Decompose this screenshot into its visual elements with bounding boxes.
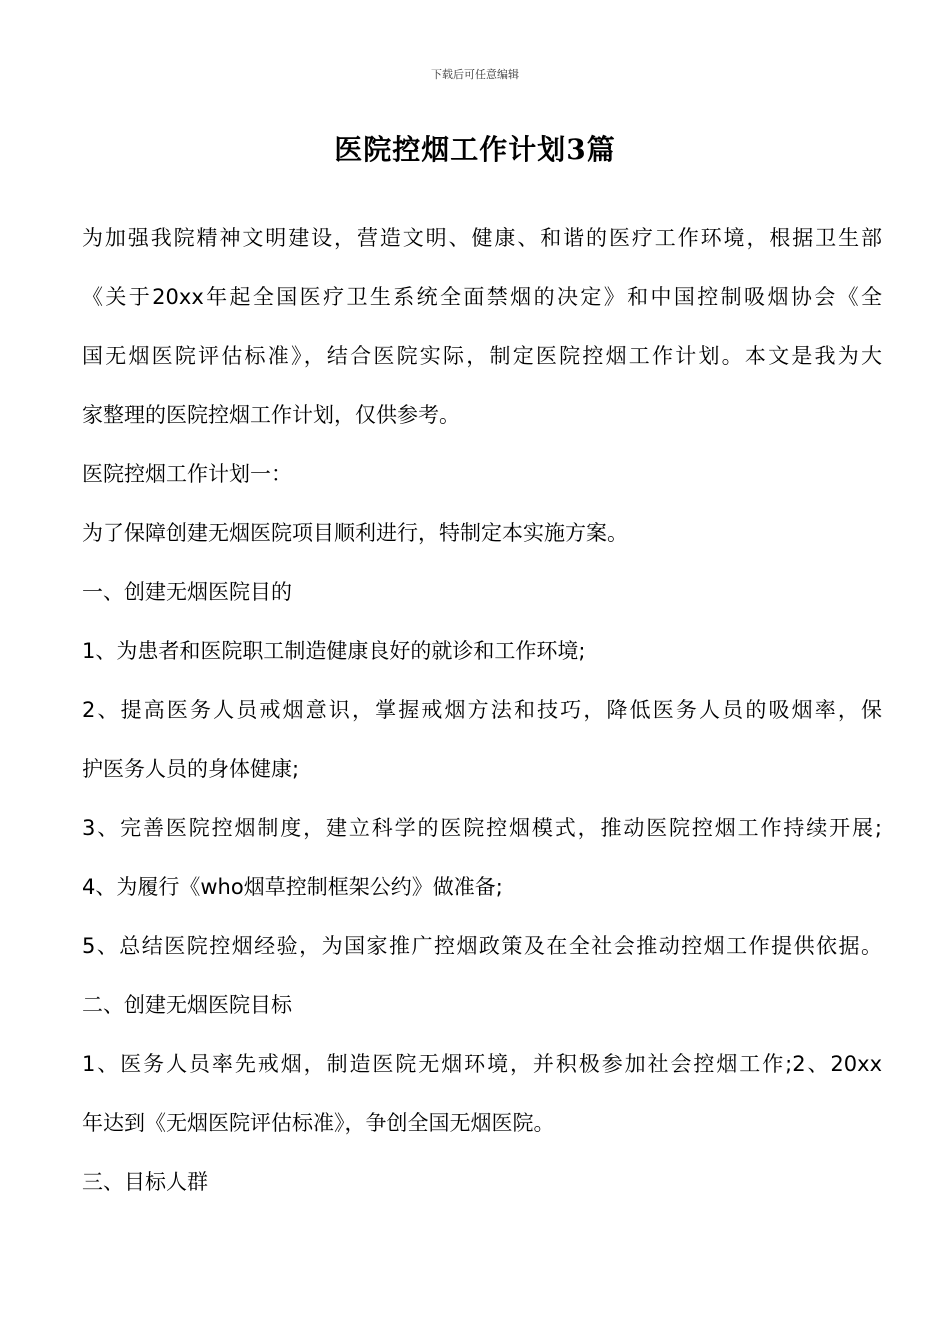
body-line: 家整理的医院控烟工作计划，仅供参考。 — [82, 403, 460, 427]
list-item-continuation: 年达到《无烟医院评估标准》，争创全国无烟医院。 — [82, 1111, 555, 1135]
section-heading: 三、目标人群 — [82, 1170, 208, 1194]
document-title: 医院控烟工作计划3篇 — [334, 133, 616, 166]
list-item: 1、医务人员率先戒烟，制造医院无烟环境，并积极参加社会控烟工作;2、20xx — [82, 1052, 882, 1076]
body-line: 为了保障创建无烟医院项目顺利进行，特制定本实施方案。 — [82, 521, 628, 545]
section-heading: 医院控烟工作计划一： — [82, 462, 292, 486]
list-item: 3、完善医院控烟制度，建立科学的医院控烟模式，推动医院控烟工作持续开展; — [82, 816, 882, 840]
body-line: 为加强我院精神文明建设，营造文明、健康、和谐的医疗工作环境，根据卫生部 — [82, 226, 882, 250]
body-line: 国无烟医院评估标准》，结合医院实际，制定医院控烟工作计划。本文是我为大 — [82, 344, 882, 368]
body-line: 《关于20xx年起全国医疗卫生系统全面禁烟的决定》和中国控制吸烟协会《全 — [82, 285, 882, 309]
header-note: 下载后可任意编辑 — [431, 68, 519, 81]
list-item-continuation: 护医务人员的身体健康; — [82, 757, 300, 781]
list-item: 5、总结医院控烟经验，为国家推广控烟政策及在全社会推动控烟工作提供依据。 — [82, 934, 882, 958]
list-item: 4、为履行《who烟草控制框架公约》做准备; — [82, 875, 503, 899]
document-body — [82, 209, 882, 1212]
list-item: 1、为患者和医院职工制造健康良好的就诊和工作环境; — [82, 639, 586, 663]
section-heading: 一、创建无烟医院目的 — [82, 580, 292, 604]
section-heading: 二、创建无烟医院目标 — [82, 993, 292, 1017]
list-item: 2、提高医务人员戒烟意识，掌握戒烟方法和技巧，降低医务人员的吸烟率，保 — [82, 698, 882, 722]
